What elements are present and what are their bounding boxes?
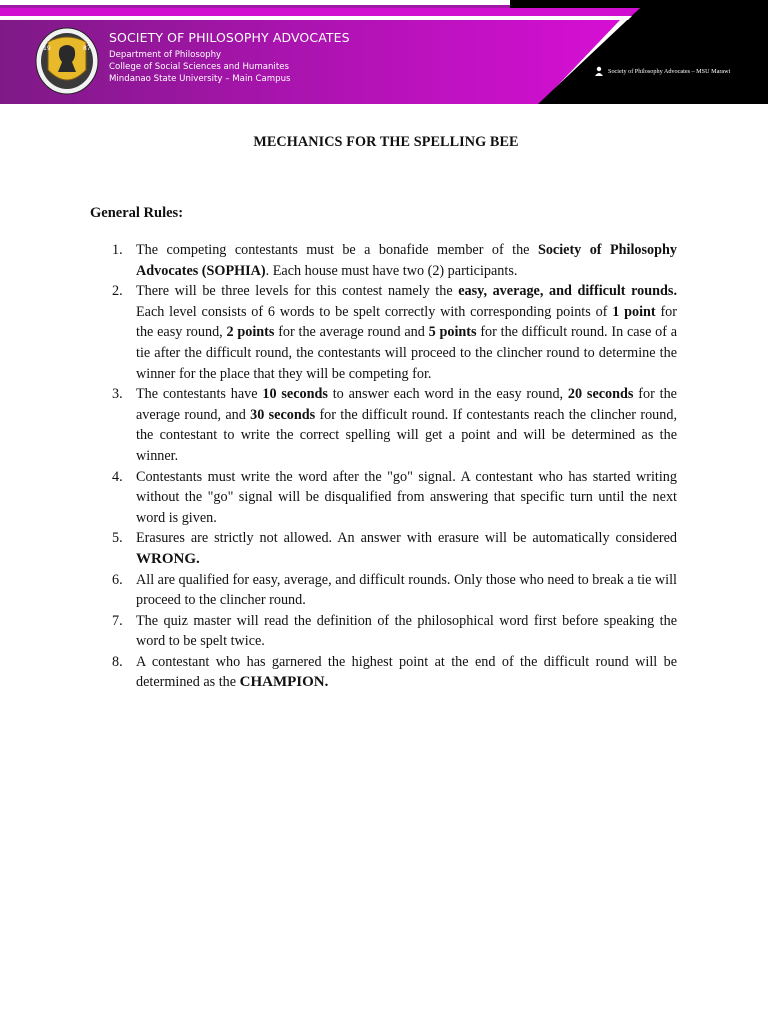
society-seal-logo [34, 26, 100, 96]
rule-emphasis: easy, average, and difficult rounds. [458, 283, 677, 300]
department-line: Department of Philosophy [109, 50, 222, 60]
rule-emphasis: WRONG. [136, 550, 200, 567]
rule-number: 5. [112, 530, 123, 547]
rule-text: Each level consists of 6 words to be spelt correctly with corresponding points of [136, 303, 613, 320]
seal-year-right: 87 [83, 45, 91, 52]
rule-text: Contestants must write the word after the "go" signal. A contestant who has started writing without the "go" signal will be disqualified from answering that specific turn until the next word is given. [136, 468, 677, 526]
rule-item [108, 384, 677, 466]
rule-item [108, 281, 677, 384]
rule-text: The quiz master will read the definition of the philosophical word first before speaking the word to be spelt twice. [136, 612, 677, 650]
organization-block [109, 30, 350, 85]
rule-text: for the difficult round. If contestants reach the clincher round, the contestant to write the correct spelling will get a point and will be determined as the winner. [136, 406, 677, 464]
rule-text: for the average round, and [136, 386, 677, 423]
rule-number: 1. [112, 242, 123, 258]
rule-item [108, 570, 677, 611]
rule-text: . Each house must have two (2) participants. [265, 262, 518, 279]
rule-item [108, 467, 677, 529]
rule-text: All are qualified for easy, average, and difficult rounds. Only those who need to break a tie will proceed to the clincher round. [136, 571, 677, 609]
rule-text: The competing contestants must be a bonafide member of the [136, 242, 538, 258]
document-title: MECHANICS FOR THE SPELLING BEE [253, 134, 519, 150]
rule-item [108, 611, 677, 652]
rule-text: to answer each word in the easy round, [327, 386, 568, 403]
rule-number: 6. [112, 571, 123, 588]
rule-number: 7. [112, 612, 123, 629]
rule-emphasis: 30 seconds [250, 406, 316, 423]
social-handle-label: Society of Philosophy Advocates – MSU Marawi [608, 67, 731, 75]
organization-name: SOCIETY OF PHILOSOPHY ADVOCATES [109, 30, 350, 45]
rule-text: Erasures are strictly not allowed. An answer with erasure will be automatically considered [136, 530, 677, 547]
rule-emphasis: 5 points [428, 324, 477, 341]
rule-emphasis: 20 seconds [567, 386, 634, 403]
college-line: College of Social Sciences and Humanites [109, 62, 289, 72]
rule-emphasis: CHAMPION. [239, 674, 329, 691]
user-icon [594, 66, 604, 76]
rule-item [108, 528, 677, 569]
rule-emphasis: 1 point [612, 303, 656, 320]
header-banner [0, 0, 768, 104]
rule-emphasis: 2 points [226, 324, 275, 341]
rule-item [108, 240, 677, 281]
rule-item [108, 652, 677, 693]
rules-list [108, 240, 677, 693]
social-handle [594, 66, 730, 76]
rule-text: for the easy round, [136, 303, 677, 341]
rule-emphasis: Society of Philosophy Advocates (SOPHIA) [136, 242, 677, 279]
rule-number: 2. [112, 283, 123, 300]
rule-number: 3. [112, 386, 123, 403]
rule-emphasis: 10 seconds [262, 386, 328, 403]
rule-number: 8. [112, 653, 123, 670]
university-line: Mindanao State University – Main Campus [109, 74, 291, 84]
section-heading: General Rules: [90, 205, 184, 221]
rule-text: for the difficult round. In case of a tie after the difficult round, the contestants will proceed to the clincher round to determine the winner for the place that they will be competing for. [136, 324, 678, 382]
rule-text: for the average round and [274, 324, 429, 341]
rule-text: There will be three levels for this contest namely the [136, 283, 459, 300]
seal-year-left: 19 [43, 45, 51, 52]
rule-text: The contestants have [136, 386, 263, 403]
rule-text: A contestant who has garnered the highest point at the end of the difficult round will be determined as the [136, 653, 677, 691]
rule-number: 4. [112, 468, 123, 485]
